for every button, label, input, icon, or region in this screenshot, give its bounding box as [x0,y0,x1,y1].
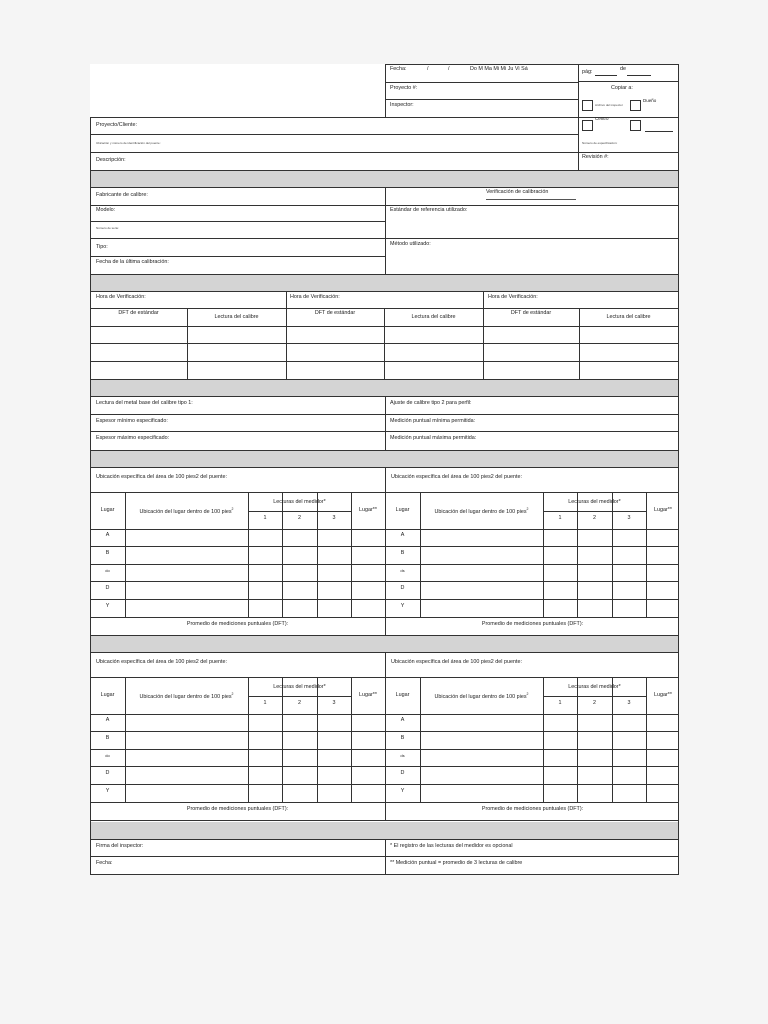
dft-form [90,64,678,874]
revision-label: Revisión #: [582,154,609,160]
lectura-col-1: 1 [558,700,562,706]
de-label: de [620,66,626,72]
promedio-label: Promedio de mediciones puntuales (DFT): [481,621,584,627]
note-optional: * El registro de las lecturas del medidor es opcional [390,843,513,849]
dft-estandar-1: DFT de estándar [118,310,159,316]
de-field[interactable] [627,75,651,76]
lectura-metal-label: Lectura del metal base del calibre tipo 1: [96,400,193,406]
lectura-col-3: 3 [627,515,631,521]
row-label: A [105,532,110,538]
row-label: A [105,717,110,723]
ubicacion-area-label: Ubicación específica del área de 100 pies2 del puente: [96,659,227,665]
row-label: ds [400,753,405,758]
row-label: B [105,735,110,741]
lectura-col-1: 1 [263,700,267,706]
lectura-col-2: 2 [593,700,596,706]
other-checkbox[interactable] [630,120,641,131]
row-label: D [105,770,110,776]
proyecto-num-label: Proyecto #: [390,85,418,91]
row-label: A [400,717,405,723]
fecha-label: Fecha: [390,66,407,72]
espesor-max-label: Espesor máximo especificado: [96,435,170,441]
fecha-slash: / [427,66,429,72]
lectura-calibre-3: Lectura del calibre [606,314,651,320]
section-band [90,274,678,291]
firma-label: Firma del inspector: [96,843,144,849]
dueno-label: Dueño [643,98,657,103]
lectura-col-3: 3 [332,515,336,521]
lectura-col-3: 3 [332,700,336,706]
lectura-col-2: 2 [298,700,301,706]
lecturas-header: Lecturas del medidor* [273,499,326,505]
ubicacion-lugar-header: Ubicación del lugar dentro de 100 pies$^2$ [434,692,529,700]
lectura-calibre-1: Lectura del calibre [214,314,259,320]
row-label: D [105,585,110,591]
lectura-col-2: 2 [593,515,596,521]
archivo-label: Archivo del inspector [595,103,623,107]
modelo-label: Modelo: [96,207,116,213]
section-band [90,379,678,396]
other-field[interactable] [645,131,673,132]
copiar-label: Copiar a: [611,85,633,91]
fabricante-label: Fabricante de calibre: [96,192,148,198]
descripcion-label: Descripción: [96,157,126,163]
numero-serie-label: Número de serie: [96,226,120,230]
pag-field[interactable] [595,75,617,76]
ubicacion-lugar-header: Ubicación del lugar dentro de 100 pies$^2$ [139,507,234,515]
row-label: do [105,753,110,758]
fecha-slash: / [448,66,450,72]
row-label: B [400,550,405,556]
lecturas-header: Lecturas del medidor* [568,499,621,505]
estandar-label: Estándar de referencia utilizado: [390,207,468,213]
promedio-label: Promedio de mediciones puntuales (DFT): [186,806,289,812]
dft-estandar-3: DFT de estándar [510,310,552,316]
row-label: Y [105,788,110,794]
lecturas-header: Lecturas del medidor* [273,684,326,690]
hora-verificacion-1: Hora de Verificación: [96,294,146,300]
proyecto-cliente-label: Proyecto/Cliente: [96,122,138,128]
espesor-min-label: Espesor mínimo especificado: [96,418,168,424]
ubicacion-lugar-header: Ubicación del lugar dentro de 100 pies$^2$ [139,692,234,700]
lectura-calibre-2: Lectura del calibre [411,314,456,320]
section-band [90,170,678,187]
section-band [90,822,678,839]
row-label: B [400,735,405,741]
lugar-header: Lugar [100,692,115,698]
row-label: B [105,550,110,556]
hora-verificacion-2: Hora de Verificación: [290,294,340,300]
lugar-header: Lugar [395,507,410,513]
section-band [90,635,678,652]
section-band [90,450,678,467]
promedio-label: Promedio de mediciones puntuales (DFT): [481,806,584,812]
ubicacion-area-label: Ubicación específica del área de 100 pies2 del puente: [391,659,522,665]
fecha-calibracion-label: Fecha de la última calibración: [96,259,169,265]
row-label: D [400,585,405,591]
dueno-checkbox[interactable] [630,100,641,111]
lugar-star-header: Lugar** [359,507,377,513]
lugar-header: Lugar [100,507,115,513]
row-label: Y [105,603,110,609]
pag-label: pág: [582,69,593,75]
ubicacion-puente-label: Ubicación y número de identificación del puente: [96,141,161,145]
lectura-col-3: 3 [627,700,631,706]
row-label: A [400,532,405,538]
footer-fecha-label: Fecha: [96,860,113,866]
ajuste-label: Ajuste de calibre tipo 2 para perfil: [390,400,472,406]
promedio-label: Promedio de mediciones puntuales (DFT): [186,621,289,627]
ubicacion-lugar-header: Ubicación del lugar dentro de 100 pies$^2$ [434,507,529,515]
medicion-min-label: Medición puntual mínima permitida: [390,418,476,424]
lecturas-header: Lecturas del medidor* [568,684,621,690]
row-label: Y [400,603,405,609]
especificacion-label: Número de especificación: [582,141,618,145]
row-label: do [105,568,110,573]
lugar-star-header: Lugar** [654,692,672,698]
row-label: D [400,770,405,776]
lectura-col-2: 2 [298,515,301,521]
centro-label: Centro [595,116,609,121]
ubicacion-area-label: Ubicación específica del área de 100 pies2 del puente: [96,474,227,480]
centro-checkbox[interactable] [582,120,593,131]
tipo-label: Tipo: [96,244,108,250]
lugar-header: Lugar [395,692,410,698]
lectura-col-1: 1 [263,515,267,521]
ubicacion-area-label: Ubicación específica del área de 100 pies2 del puente: [391,474,522,480]
lugar-star-header: Lugar** [359,692,377,698]
metodo-label: Método utilizado: [390,241,431,247]
lectura-col-1: 1 [558,515,562,521]
hora-verificacion-3: Hora de Verificación: [488,294,538,300]
note-medicion: ** Medición puntual = promedio de 3 lecturas de calibre [390,860,523,866]
medicion-max-label: Medición puntual máxima permitida: [390,435,477,441]
verificacion-label: Verificación de calibración [486,189,549,195]
dft-estandar-2: DFT de estándar [314,310,356,316]
lugar-star-header: Lugar** [654,507,672,513]
weekdays[interactable]: Do M Ma Mi Mi Ju Vi Sá [470,66,528,72]
row-label: ds [400,568,405,573]
inspector-label: Inspector: [390,102,414,108]
row-label: Y [400,788,405,794]
archivo-checkbox[interactable] [582,100,593,111]
